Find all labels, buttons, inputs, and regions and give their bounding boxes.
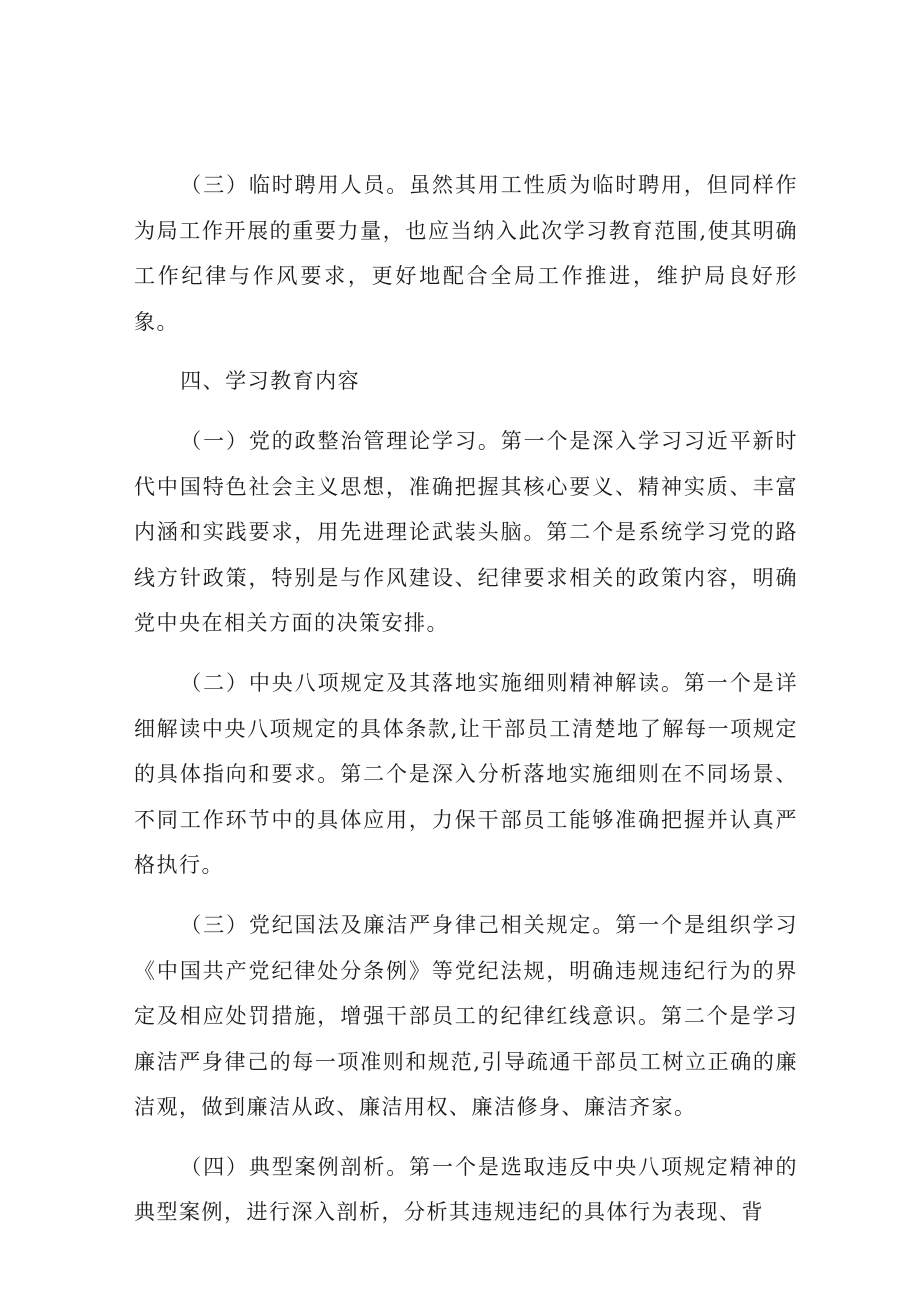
paragraph-theory-study: （一）党的政整治管理论学习。第一个是深入学习习近平新时代中国特色社会主义思想，准确把握其核心要义、精神实质、丰富内涵和实践要求，用先进理论武装头脑。第二个是系统学习党的路线方针政策，特别是与作风建设、纪律要求相关的政策内容，明确党中央在相关方面的决策安排。	[134, 428, 798, 636]
paragraph-eight-provisions: （二）中央八项规定及其落地实施细则精神解读。第一个是详细解读中央八项规定的具体条款,让干部员工清楚地了解每一项规定的具体指向和要求。第二个是深入分析落地实施细则在不同场景、不同工作环节中的具体应用，力保干部员工能够准确把握并认真严格执行。	[134, 670, 798, 878]
section-heading-learning-content: 四、学习教育内容	[180, 369, 361, 394]
document-body	[134, 163, 798, 1250]
paragraph-party-discipline: （三）党纪国法及廉洁严身律己相关规定。第一个是组织学习《中国共产党纪律处分条例》等党纪法规，明确违规违纪行为的界定及相应处罚措施，增强干部员工的纪律红线意识。第二个是学习廉洁严身律己的每一项准则和规范,引导疏通干部员工树立正确的廉洁观，做到廉洁从政、廉洁用权、廉洁修身、廉洁齐家。	[134, 912, 798, 1120]
paragraph-case-analysis: （四）典型案例剖析。第一个是选取违反中央八项规定精神的典型案例，进行深入剖析，分析其违规违纪的具体行为表现、背	[134, 1154, 798, 1225]
paragraph-temporary-staff: （三）临时聘用人员。虽然其用工性质为临时聘用，但同样作为局工作开展的重要力量，也应当纳入此次学习教育范围,使其明确工作纪律与作风要求，更好地配合全局工作推进，维护局良好形象。	[134, 173, 798, 334]
